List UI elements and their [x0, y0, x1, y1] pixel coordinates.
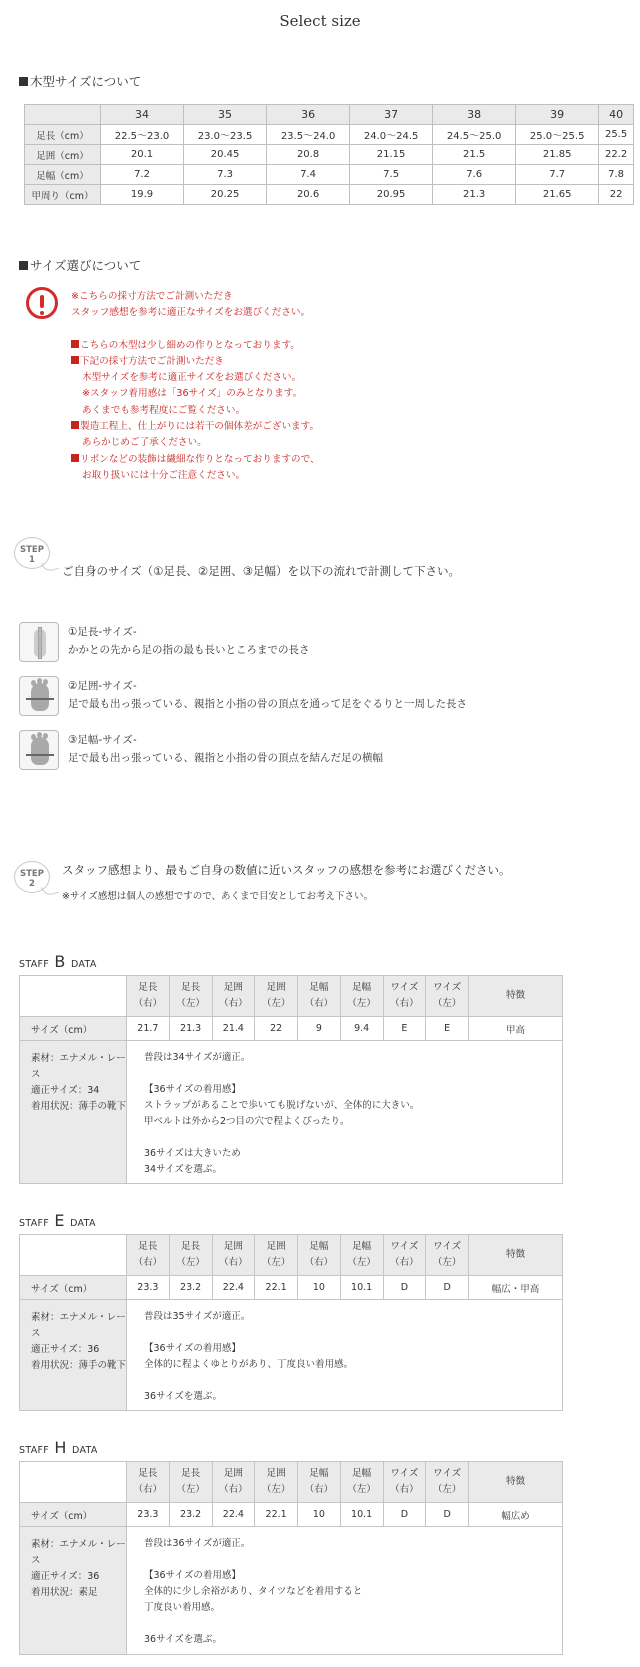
column-header: 足幅 （左） — [340, 1462, 383, 1503]
square-bullet-icon — [19, 77, 28, 86]
staff-header-row — [20, 1235, 563, 1276]
column-header: 足幅 （右） — [298, 1462, 341, 1503]
staff-info: 素材：エナメル・レース 適正サイズ：36 着用状況：薄手の靴下 — [20, 1300, 127, 1411]
mokei-title-text: 木型サイズについて — [30, 74, 142, 89]
column-header: 足囲 （左） — [255, 1235, 298, 1276]
size-header: 39 — [516, 105, 599, 125]
red-square-bullet-icon — [71, 356, 79, 364]
table-cell: 22.5〜23.0 — [101, 125, 184, 145]
mokei-section-title — [19, 72, 141, 90]
column-header: 足長 （右） — [127, 1462, 170, 1503]
table-cell: 21.15 — [350, 145, 433, 165]
table-cell: D — [383, 1503, 426, 1527]
table-cell: 21.4 — [212, 1017, 255, 1041]
foot-width-icon — [19, 730, 59, 770]
size-header: 38 — [433, 105, 516, 125]
note-line: ※スタッフ着用感は「36サイズ」のみとなります。 — [82, 388, 303, 400]
table-cell: E — [426, 1017, 469, 1041]
table-cell: 23.0〜23.5 — [184, 125, 267, 145]
staff-comment: 普段は34サイズが適正。 【36サイズの着用感】 ストラップがあることで歩いても脱げないが、全体的に大きい。 甲ベルトは外から2つ目の穴で程よくぴったり。 36サイズは大きいため 34サイズを選ぶ。 — [127, 1041, 563, 1184]
table-cell: 21.5 — [433, 145, 516, 165]
staff-comment-row — [20, 1527, 563, 1655]
table-cell: 20.25 — [184, 185, 267, 205]
table-cell: 20.45 — [184, 145, 267, 165]
table-cell: 7.3 — [184, 165, 267, 185]
note-line: あくまでも参考程度にご覧ください。 — [82, 404, 246, 416]
table-cell: 7.4 — [267, 165, 350, 185]
table-cell: 23.5〜24.0 — [267, 125, 350, 145]
measure-title: ③足幅-サイズ- — [68, 734, 137, 746]
column-header: ワイズ （左） — [426, 1235, 469, 1276]
table-cell: 22.4 — [212, 1503, 255, 1527]
staff-label: STAFF H DATA — [19, 1438, 98, 1457]
square-bullet-icon — [19, 261, 28, 270]
table-cell: 24.0〜24.5 — [350, 125, 433, 145]
size-header: 40 — [599, 105, 634, 125]
table-cell: 19.9 — [101, 185, 184, 205]
staff-size-row — [20, 1276, 563, 1300]
table-cell: 7.5 — [350, 165, 433, 185]
size-notes — [71, 289, 320, 484]
table-cell: 22.1 — [255, 1503, 298, 1527]
staff-letter: B — [54, 952, 66, 971]
staff-letter: E — [54, 1211, 65, 1230]
red-square-bullet-icon — [71, 340, 79, 348]
note-line: お取り扱いには十分ご注意ください。 — [82, 469, 246, 481]
staff-table — [19, 975, 563, 1184]
table-cell: 9 — [298, 1017, 341, 1041]
table-cell: 25.0〜25.5 — [516, 125, 599, 145]
table-cell: 20.95 — [350, 185, 433, 205]
size-header: 37 — [350, 105, 433, 125]
table-cell: 22 — [599, 185, 634, 205]
table-cell: 7.6 — [433, 165, 516, 185]
column-header: ワイズ （左） — [426, 976, 469, 1017]
table-cell: D — [383, 1276, 426, 1300]
table-cell: 21.3 — [169, 1017, 212, 1041]
header-blank — [25, 105, 101, 125]
column-header: ワイズ （右） — [383, 1235, 426, 1276]
table-cell: 23.2 — [169, 1503, 212, 1527]
table-row — [25, 185, 634, 205]
feature-cell: 幅広・甲高 — [469, 1276, 563, 1300]
size-header: 34 — [101, 105, 184, 125]
column-header: 足囲 （右） — [212, 1235, 255, 1276]
step1-badge — [14, 537, 54, 571]
table-cell: 21.85 — [516, 145, 599, 165]
row-label: 足囲（cm） — [25, 145, 101, 165]
note-line: 木型サイズを参考に適正サイズをお選びください。 — [82, 372, 302, 384]
step2-badge — [14, 861, 54, 895]
table-cell: E — [383, 1017, 426, 1041]
staff-letter: H — [54, 1438, 67, 1457]
red-square-bullet-icon — [71, 454, 79, 462]
column-header: 足長 （右） — [127, 976, 170, 1017]
column-header: 足長 （左） — [169, 1462, 212, 1503]
step-number: 1 — [29, 555, 35, 565]
measure-desc: かかとの先から足の指の最も長いところまでの長さ — [68, 644, 310, 656]
note-line: 製造工程上、仕上がりには若干の個体差がございます。 — [71, 419, 320, 435]
column-header: 足囲 （右） — [212, 976, 255, 1017]
table-cell: 7.2 — [101, 165, 184, 185]
column-header: ワイズ （右） — [383, 976, 426, 1017]
step1-text: ご自身のサイズ（①足長、②足囲、③足幅）を以下の流れで計測して下さい。 — [62, 564, 461, 578]
note-line: ※こちらの採寸方法でご計測いただき — [71, 291, 233, 302]
table-cell: 23.3 — [127, 1276, 170, 1300]
staff-comment-row — [20, 1041, 563, 1184]
column-header: ワイズ （右） — [383, 1462, 426, 1503]
column-header: ワイズ （左） — [426, 1462, 469, 1503]
feature-header: 特徴 — [469, 976, 563, 1017]
table-cell: 21.7 — [127, 1017, 170, 1041]
staff-info: 素材：エナメル・レース 適正サイズ：36 着用状況：素足 — [20, 1527, 127, 1655]
erabi-title-text: サイズ選びについて — [30, 258, 142, 273]
staff-size-row — [20, 1017, 563, 1041]
row-label: 足幅（cm） — [25, 165, 101, 185]
table-cell: 20.1 — [101, 145, 184, 165]
column-header: 足長 （右） — [127, 1235, 170, 1276]
erabi-section-title — [19, 256, 141, 274]
column-header: 足幅 （左） — [340, 1235, 383, 1276]
red-square-bullet-icon — [71, 421, 79, 429]
table-cell: 10 — [298, 1503, 341, 1527]
table-cell: 21.65 — [516, 185, 599, 205]
table-cell: 22 — [255, 1017, 298, 1041]
exclamation-alert-icon — [26, 287, 58, 319]
staff-info: 素材：エナメル・レース 適正サイズ：34 着用状況：薄手の靴下 — [20, 1041, 127, 1184]
size-header: 36 — [267, 105, 350, 125]
staff-comment: 普段は36サイズが適正。 【36サイズの着用感】 全体的に少し余裕があり、タイツなどを着用すると 丁度良い着用感。 36サイズを選ぶ。 — [127, 1527, 563, 1655]
staff-size-row — [20, 1503, 563, 1527]
table-cell: 20.8 — [267, 145, 350, 165]
column-header: 足囲 （左） — [255, 1462, 298, 1503]
row-label: 甲周り（cm） — [25, 185, 101, 205]
table-cell: 10.1 — [340, 1503, 383, 1527]
table-row — [25, 125, 634, 145]
measure-desc: 足で最も出っ張っている、親指と小指の骨の頂点を通って足をぐるりと一周した長さ — [68, 698, 467, 710]
step2-text: スタッフ感想より、最もご自身の数値に近いスタッフの感想を参考にお選びください。 — [62, 863, 511, 877]
column-header: 足幅 （右） — [298, 976, 341, 1017]
note-line: リボンなどの装飾は繊細な作りとなっておりますので、 — [71, 452, 320, 468]
feature-cell: 甲高 — [469, 1017, 563, 1041]
feature-cell: 幅広め — [469, 1503, 563, 1527]
note-line: こちらの木型は少し細めの作りとなっております。 — [71, 338, 320, 354]
staff-comment: 普段は35サイズが適正。 【36サイズの着用感】 全体的に程よくゆとりがあり、丁度良い着用感。 36サイズを選ぶ。 — [127, 1300, 563, 1411]
column-header: 足長 （左） — [169, 976, 212, 1017]
table-cell: 7.7 — [516, 165, 599, 185]
measure-title: ①足長-サイズ- — [68, 626, 137, 638]
size-header: 35 — [184, 105, 267, 125]
table-cell: 23.2 — [169, 1276, 212, 1300]
measure-title: ②足囲-サイズ- — [68, 680, 137, 692]
measure-desc: 足で最も出っ張っている、親指と小指の骨の頂点を結んだ足の横幅 — [68, 752, 383, 764]
table-cell: 22.2 — [599, 145, 634, 165]
last-size-header-row — [25, 105, 634, 125]
staff-table — [19, 1461, 563, 1655]
size-label: サイズ（cm） — [20, 1017, 127, 1041]
size-label: サイズ（cm） — [20, 1276, 127, 1300]
table-cell: 22.4 — [212, 1276, 255, 1300]
table-cell: 10 — [298, 1276, 341, 1300]
column-header: 足囲 （右） — [212, 1462, 255, 1503]
table-cell: 7.8 — [599, 165, 634, 185]
staff-comment-row — [20, 1300, 563, 1411]
table-row — [25, 165, 634, 185]
table-cell: 9.4 — [340, 1017, 383, 1041]
note-line: スタッフ感想を参考に適正なサイズをお選びください。 — [71, 307, 311, 319]
foot-girth-icon — [19, 676, 59, 716]
staff-header-row — [20, 1462, 563, 1503]
column-header: 足囲 （左） — [255, 976, 298, 1017]
step-word: STEP — [20, 869, 44, 879]
feature-header: 特徴 — [469, 1235, 563, 1276]
note-line: あらかじめご了承ください。 — [82, 437, 207, 449]
table-cell: 21.3 — [433, 185, 516, 205]
column-header: 足長 （左） — [169, 1235, 212, 1276]
table-cell: D — [426, 1276, 469, 1300]
column-header: 足幅 （右） — [298, 1235, 341, 1276]
staff-label: STAFF E DATA — [19, 1211, 96, 1230]
page-title: Select size — [279, 12, 361, 30]
last-size-table — [24, 104, 634, 205]
note-line: 下記の採寸方法でご計測いただき — [71, 354, 320, 370]
step2-note: ※サイズ感想は個人の感想ですので、あくまで目安としてお考え下さい。 — [62, 891, 374, 902]
table-cell: 10.1 — [340, 1276, 383, 1300]
table-cell: 25.5 — [599, 125, 634, 145]
step-word: STEP — [20, 545, 44, 555]
table-cell: D — [426, 1503, 469, 1527]
size-label: サイズ（cm） — [20, 1503, 127, 1527]
row-label: 足長（cm） — [25, 125, 101, 145]
step-number: 2 — [29, 879, 35, 889]
table-cell: 22.1 — [255, 1276, 298, 1300]
feature-header: 特徴 — [469, 1462, 563, 1503]
staff-header-row — [20, 976, 563, 1017]
table-cell: 24.5〜25.0 — [433, 125, 516, 145]
foot-length-icon — [19, 622, 59, 662]
column-header: 足幅 （左） — [340, 976, 383, 1017]
table-cell: 23.3 — [127, 1503, 170, 1527]
staff-table — [19, 1234, 563, 1411]
staff-label: STAFF B DATA — [19, 952, 97, 971]
table-cell: 20.6 — [267, 185, 350, 205]
table-row — [25, 145, 634, 165]
